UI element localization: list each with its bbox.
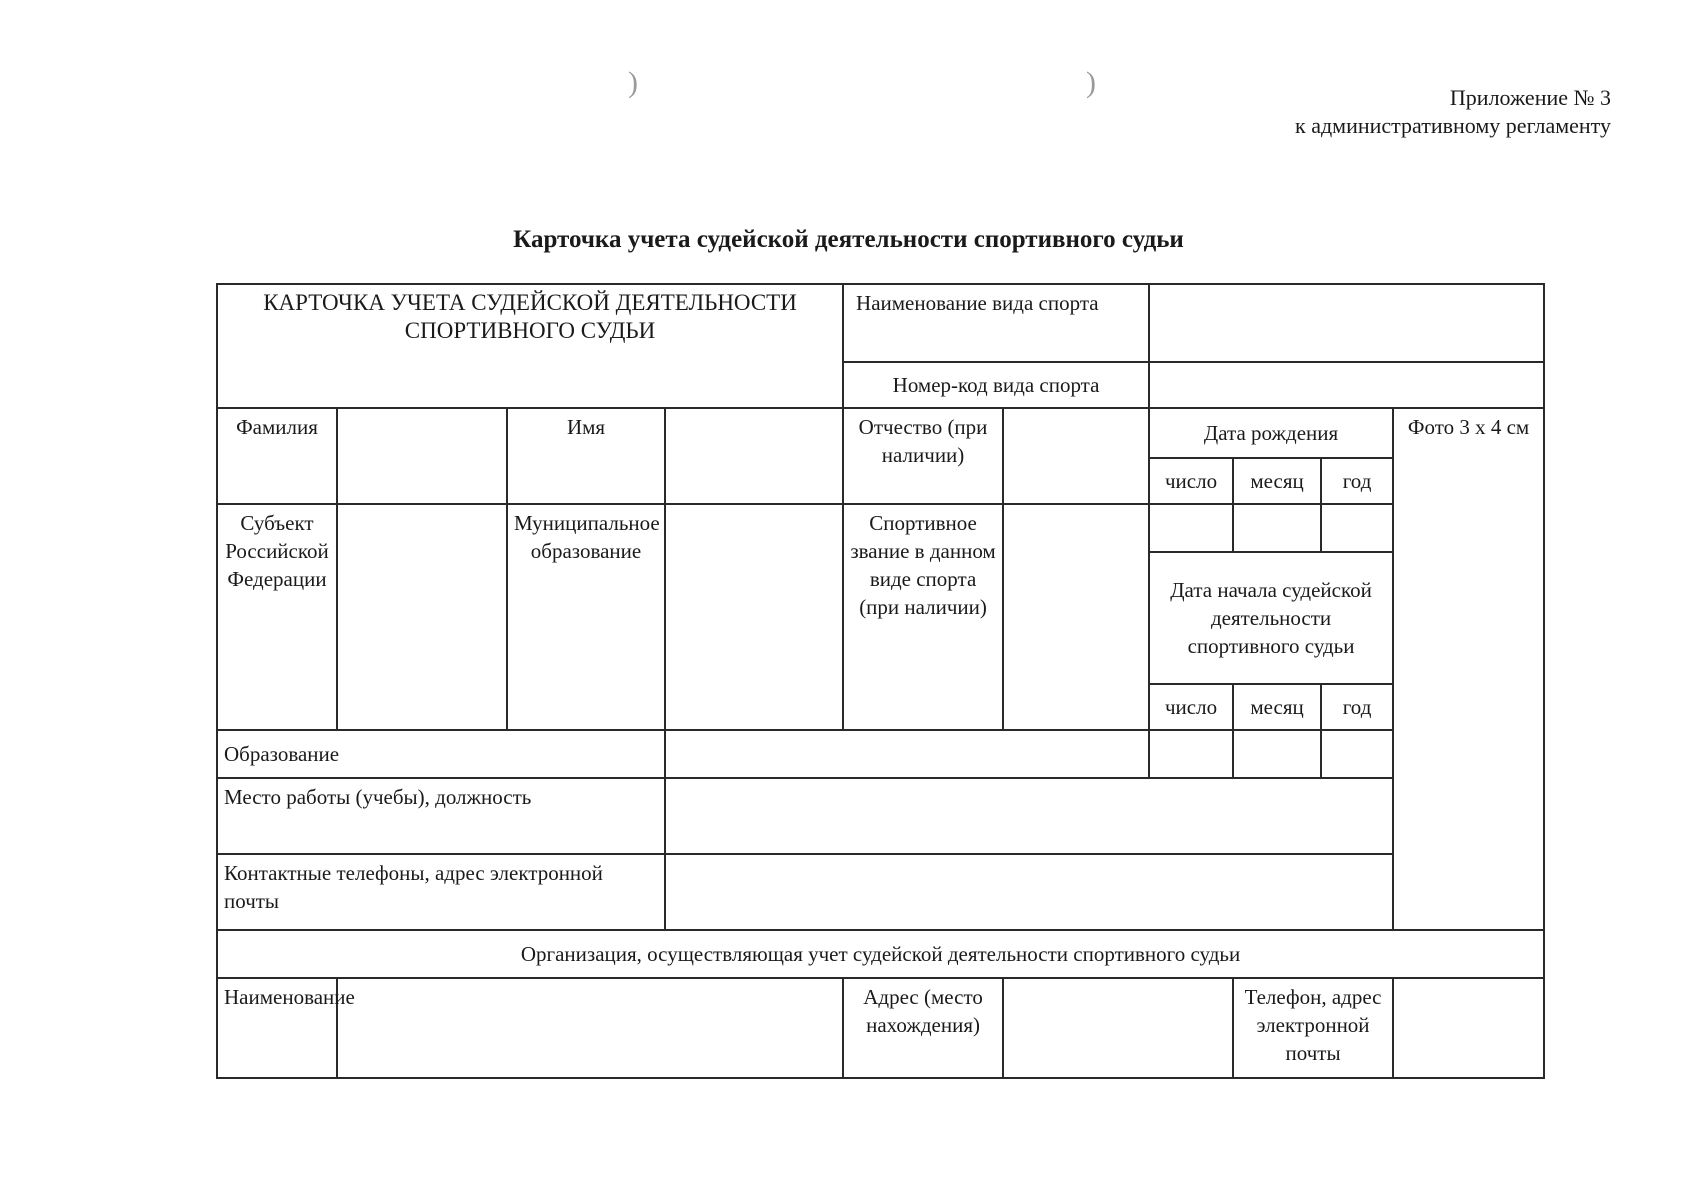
municipality-label: Муниципальное образование: [507, 504, 665, 730]
surname-label: Фамилия: [217, 408, 337, 504]
appendix-note: [1295, 84, 1611, 140]
start-year-label: год: [1321, 684, 1393, 730]
start-day-field[interactable]: [1149, 730, 1233, 778]
sport-code-label: Номер-код вида спорта: [843, 362, 1149, 408]
start-month-field[interactable]: [1233, 730, 1321, 778]
birth-year-label: год: [1321, 458, 1393, 504]
org-contacts-field[interactable]: [1393, 978, 1544, 1078]
patronymic-label: Отчество (при наличии): [843, 408, 1003, 504]
birth-day-label: число: [1149, 458, 1233, 504]
start-month-label: месяц: [1233, 684, 1321, 730]
birth-day-field[interactable]: [1149, 504, 1233, 552]
birth-month-field[interactable]: [1233, 504, 1321, 552]
region-label: Субъект Российской Федерации: [217, 504, 337, 730]
workplace-label: Место работы (учебы), должность: [217, 778, 665, 854]
contacts-label: Контактные телефоны, адрес электронной почты: [217, 854, 665, 930]
birth-year-field[interactable]: [1321, 504, 1393, 552]
education-label: Образование: [217, 730, 665, 778]
appendix-reference: к административному регламенту: [1295, 113, 1611, 138]
org-address-field[interactable]: [1003, 978, 1233, 1078]
sport-name-field[interactable]: [1149, 284, 1544, 362]
judging-start-label: Дата начала судейской деятельности спортивного судьи: [1149, 552, 1393, 684]
birth-date-label: Дата рождения: [1149, 408, 1393, 458]
surname-field[interactable]: [337, 408, 507, 504]
sport-name-label: Наименование вида спорта: [843, 284, 1149, 362]
org-contacts-label: Телефон, адрес электронной почты: [1233, 978, 1393, 1078]
name-label: Имя: [507, 408, 665, 504]
contacts-field[interactable]: [665, 854, 1544, 930]
document-title: Карточка учета судейской деятельности спортивного судьи: [513, 226, 1184, 253]
org-name-label: Наименование: [217, 978, 337, 1078]
education-field[interactable]: [665, 730, 1149, 778]
appendix-number: Приложение № 3: [1449, 85, 1611, 110]
scan-mark: ): [1086, 66, 1096, 99]
region-field[interactable]: [337, 504, 507, 730]
start-day-label: число: [1149, 684, 1233, 730]
sport-code-field[interactable]: [1149, 362, 1544, 408]
workplace-field[interactable]: [665, 778, 1544, 854]
start-year-field[interactable]: [1321, 730, 1393, 778]
card-header-title: КАРТОЧКА УЧЕТА СУДЕЙСКОЙ ДЕЯТЕЛЬНОСТИ СПОРТИВНОГО СУДЬИ: [217, 284, 843, 408]
patronymic-field[interactable]: [1003, 408, 1149, 504]
photo-placeholder: Фото 3 х 4 см: [1393, 408, 1544, 930]
judge-record-card: [216, 283, 1545, 1079]
municipality-field[interactable]: [665, 504, 843, 730]
organization-section-header: Организация, осуществляющая учет судейской деятельности спортивного судьи: [217, 930, 1544, 978]
org-name-field[interactable]: [337, 978, 843, 1078]
sport-title-label: Спортивное звание в данном виде спорта (при наличии): [843, 504, 1003, 730]
scan-mark: ): [628, 66, 638, 99]
org-address-label: Адрес (место нахождения): [843, 978, 1003, 1078]
sport-title-field[interactable]: [1003, 504, 1149, 730]
birth-month-label: месяц: [1233, 458, 1321, 504]
name-field[interactable]: [665, 408, 843, 504]
